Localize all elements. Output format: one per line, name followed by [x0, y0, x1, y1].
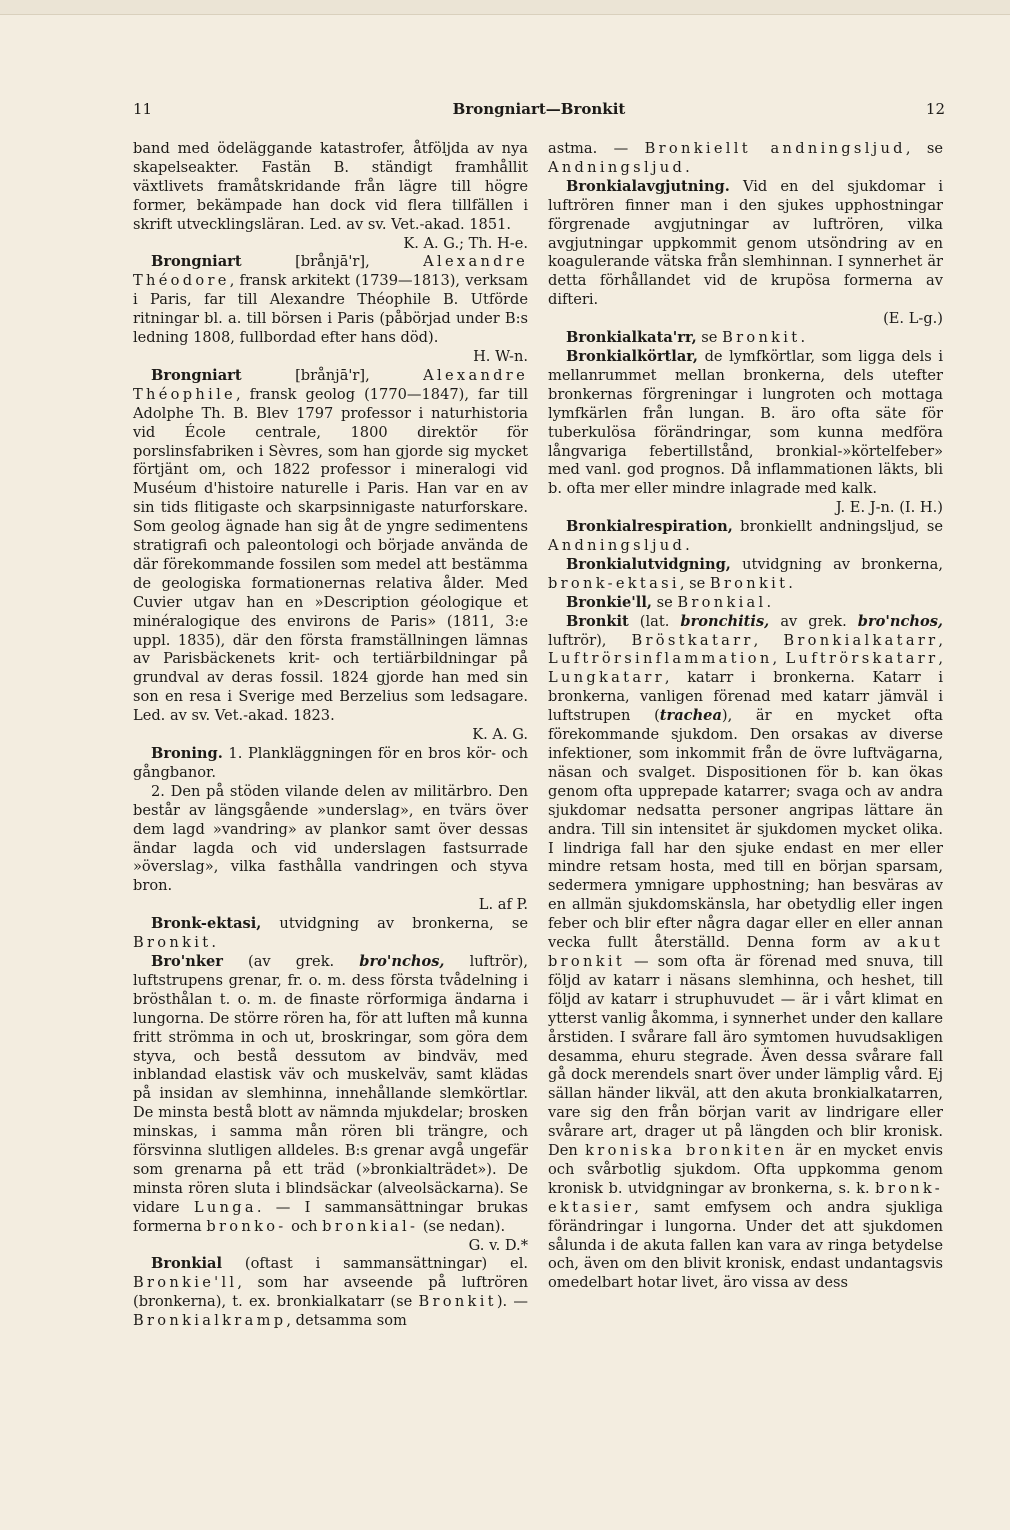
entry-broning: Broning. 1. Plankläggningen för en bros kör- och gångbanor.: [133, 745, 528, 781]
entry-bronkialkortlar: Bronkialkörtlar, de lymfkörtlar, som ligga dels i mellanrummet mellan bronkerna, dels utefter bronkernas förgreningar i lungroten och mottaga lymfkärlen från lungan. B. äro ofta säte för tuberkulösa förändringar, som kunna medföra långvariga febertillstånd, bronkial-»körtelfeber» med vanl. god prognos. Då inflammationen läkts, bli b. ofta mer eller mindre inlagrade med kalk.: [548, 347, 943, 498]
headword: Bronkialavgjutning.: [566, 177, 730, 195]
signature: K. A. G.; Th. H-e.: [403, 234, 528, 252]
entry-bronkialkatarr: Bronkialkata'rr, se Bronkit.: [566, 329, 806, 347]
entry-broning-2: 2. Den på stöden vilande delen av militärbro. Den består av längsgående »underslag», en tvärs över dem lagd »vandring» av plankor samt över dessas ändar lagda och vid underslagen fastsurrade »överslag», vilka fasthålla vandringen och styva bron.: [133, 782, 528, 895]
headword: Bronkie'll,: [566, 593, 652, 611]
signature: K. A. G.: [472, 726, 528, 744]
page-header: [133, 100, 945, 124]
headword: Bronkial: [151, 1255, 223, 1273]
entry-bronkiell: Bronkie'll, se Bronkial.: [566, 593, 772, 611]
headword: Brongniart: [151, 366, 242, 384]
page-number-right: 12: [925, 100, 945, 118]
entry-continuation: astma. — Bronkiellt andningsljud, se Andningsljud.: [548, 140, 943, 176]
headword: Bronkit: [566, 612, 629, 630]
right-column: [548, 140, 943, 1293]
running-head: Brongniart—Bronkit: [452, 100, 626, 118]
headword: Brongniart: [151, 253, 242, 271]
signature: J. E. J-n. (I. H.): [835, 499, 943, 517]
headword: Bronk-ektasi,: [151, 915, 262, 933]
headword: Broning.: [151, 745, 223, 762]
cross-reference[interactable]: Bronkial: [677, 593, 767, 611]
entry-bronkialavgjutning: Bronkialavgjutning. Vid en del sjukdomar i luftrören finner man i den sjukes upphostningar förgrenade avgjutningar av luftrören, vilka avgjutningar uppkommit genom utsöndring av en koagulerande vätska från slemhinnan. I synnerhet är detta förhållandet vid de krupösa formerna av difteri.: [548, 177, 943, 309]
entry-bronkial: Bronkial (oftast i sammansättningar) el. Bronkie'll, som har avseende på luftrören (bronkerna), t. ex. bronkialkatarr (se Bronkit). — Bronkialkramp, detsamma som: [133, 1255, 528, 1330]
entry-bronk-ektasi: Bronk-ektasi, utvidgning av bronkerna, se Bronkit.: [133, 915, 528, 952]
entry-bronker: Bro'nker (av grek. bro'nchos, luftrör), luftstrupens grenar, fr. o. m. dess första tvådelning i brösthålan t. o. m. de finaste rörformiga ändarna i lungorna. De större rören ha, för att luften må kunna fritt strömma in och ut, broskringar, som göra dem styva, och bestå dessutom av bindväv, med inblandad elastisk väv och muskelväv, samt klädas på insidan av slemhinna, innehållande slemkörtlar. De minsta bestå blott av nämnda mjukdelar; brosken minskas, i samma mån rören bli trängre, och försvinna slutligen alldeles. B:s grenar avgå ungefär som grenarna på ett träd (»bronkialträdet»). De minsta rören sluta i blindsäckar (alveolsäckarna). Se vidare Lunga. — I sammansättningar brukas formerna bronko- och bronkial- (se nedan).: [133, 952, 528, 1235]
headword: Bronkialkata'rr,: [566, 329, 697, 347]
cross-reference[interactable]: Andningsljud: [548, 537, 686, 555]
signature: H. W-n.: [473, 347, 528, 365]
signature: G. v. D.*: [468, 1236, 528, 1254]
signature: L. af P.: [478, 896, 528, 914]
entry-bronkialrespiration: Bronkialrespiration, bronkiellt andningsljud, se Andningsljud.: [548, 518, 943, 555]
entry-continuation: band med ödeläggande katastrofer, åtföljda av nya skapelseakter. Fastän B. ständigt framhållit växtlivets framåtskridande från lägre till högre former, bekämpade han dock vid flera tillfällen i skrift utvecklingsläran. Led. av sv. Vet.-akad. 1851.: [133, 140, 528, 233]
cross-reference[interactable]: Bronkit: [133, 934, 212, 952]
cross-reference[interactable]: Lunga: [193, 1198, 257, 1216]
cross-reference[interactable]: Bronkit: [418, 1293, 497, 1311]
cross-reference[interactable]: Bronkit: [722, 329, 801, 347]
entry-bronkialutvidgning: Bronkialutvidgning, utvidgning av bronkerna, bronk-ektasi, se Bronkit.: [548, 555, 943, 592]
page-top-edge: [0, 0, 1010, 15]
signature: (E. L-g.): [883, 310, 943, 328]
headword: Bronkialrespiration,: [566, 518, 733, 536]
page-number-left: 11: [133, 100, 153, 118]
entry-bronkit: Bronkit (lat. bronchitis, av grek. bro'nchos, luftrör), Bröstkatarr, Bronkialkatarr, Luftrörsinflammation, Luftrörskatarr, Lungkatarr, katarr i bronkerna. Katarr i bronkerna, vanligen förenad med katarr jämväl i luftstrupen (trachea), är en mycket ofta förekommande sjukdom. Den orsakas av diverse infektioner, som inkommit från de övre luftvägarna, näsan och svalget. Dispositionen för b. kan ökas genom ofta upprepade katarrer; svaga och av andra sjukdomar nedsatta personer angripas lättare än andra. Till sin intensitet är sjukdomen mycket olika. I lindriga fall har den sjuke endast en mer eller mindre retsam hosta, med till en början sparsam, sedermera ymnigare upphostning; han besväras av en allmän sjukdomskänsla, har obetydlig eller ingen feber och blir efter några dagar eller en eller annan vecka fullt återställd. Denna form av akut bronkit — som ofta är förenad med snuva, till följd av katarr i näsans slemhinna, och heshet, till följd av katarr i struphuvudet — är i vårt klimat en ytterst vanlig åkomma, i synnerhet under den kallare årstiden. I svårare fall äro symtomen huvudsakligen desamma, ehuru stegrade. Även dessa svårare fall gå dock merendels snart över under lämplig vård. Ej sällan händer likväl, att den akuta bronkialkatarren, vare sig den från början varit av lindrigare eller svårare art, drager ut på längden och blir kronisk. Den kroniska bronkiten är en mycket envis och svårbotlig sjukdom. Ofta uppkomma genom kronisk b. utvidgningar av bronkerna, s. k. bronk-ektasier, samt emfysem och andra sjukliga förändringar i lungorna. Under det att sjukdomen sålunda i de akuta fallen kan vara av ringa betydelse och, även om den blivit kronisk, endast undantagsvis omedelbart hotar livet, äro vissa av dess: [548, 612, 944, 1292]
headword: Bronkialkörtlar,: [566, 347, 699, 365]
cross-reference[interactable]: Andningsljud: [548, 158, 686, 176]
headword: Bronkialutvidgning,: [566, 555, 731, 573]
entry-brongniart-theodore: Brongniart [brånjā'r], Alexandre Théodore, fransk arkitekt (1739—1813), verksam i Paris, far till Alexandre Théophile B. Utförde ritningar bl. a. till börsen i Paris (påbörjad under B:s ledning 1808, fullbordad efter hans död).: [133, 253, 528, 347]
cross-reference[interactable]: Bronkit: [709, 574, 789, 592]
headword: Bro'nker: [151, 952, 223, 970]
entry-brongniart-theophile: Brongniart [brånjā'r], Alexandre Théophile, fransk geolog (1770—1847), far till Adolphe Th. B. Blev 1797 professor i naturhistoria vid École centrale, 1800 direktör för porslinsfabriken i Sèvres, som han gjorde sig mycket förtjänt om, och 1822 professor i mineralogi vid Muséum d'histoire naturelle i Paris. Han var en av sin tids flitigaste och skarpsinnigaste naturforskare. Som geolog ägnade han sig åt de yngre sedimentens stratigrafi och paleontologi och började använda de där förekommande fossilen som medel att bestämma de geologiska formationernas relativa ålder. Med Cuvier utgav han en »Description géologique et minéralogique des environs de Paris» (1811, 3:e uppl. 1835), där den första framställningen lämnas av Parisbäckenets krit- och tertiärbildningar på grundval av deras fossil. 1824 gjorde han med sin son en resa i Sverige med Berzelius som ledsagare. Led. av sv. Vet.-akad. 1823.: [133, 366, 528, 725]
left-column: [133, 140, 528, 1331]
